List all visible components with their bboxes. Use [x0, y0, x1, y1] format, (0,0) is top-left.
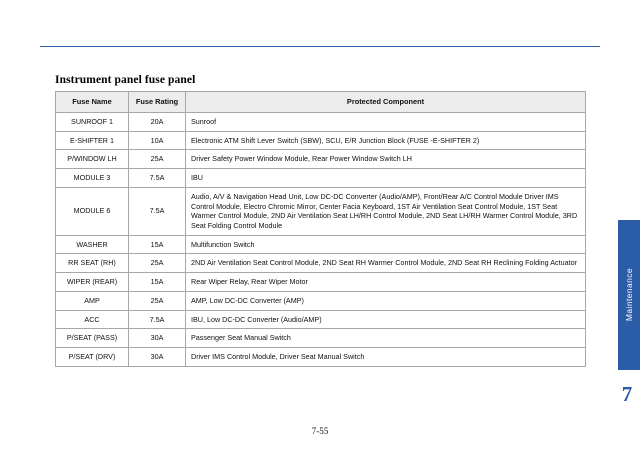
cell-protected-component: IBU — [186, 169, 586, 188]
table-row — [56, 131, 586, 150]
table-row — [56, 169, 586, 188]
cell-fuse-name: WASHER — [56, 235, 129, 254]
cell-fuse-rating: 15A — [129, 235, 186, 254]
cell-protected-component: Driver IMS Control Module, Driver Seat Manual Switch — [186, 348, 586, 367]
fuse-panel-table — [55, 91, 586, 367]
cell-fuse-name: MODULE 6 — [56, 187, 129, 235]
column-header-fuse-rating: Fuse Rating — [129, 92, 186, 113]
cell-fuse-name: ACC — [56, 310, 129, 329]
cell-protected-component: Multifunction Switch — [186, 235, 586, 254]
table-row — [56, 291, 586, 310]
page-number: 7-55 — [311, 426, 329, 436]
table-row — [56, 150, 586, 169]
cell-fuse-rating: 30A — [129, 329, 186, 348]
cell-protected-component: 2ND Air Ventilation Seat Control Module, 2ND Seat RH Warmer Control Module, 2ND Seat RH Reclining Folding Actuator — [186, 254, 586, 273]
table-row — [56, 329, 586, 348]
cell-fuse-name: SUNROOF 1 — [56, 113, 129, 132]
cell-protected-component: Driver Safety Power Window Module, Rear Power Window Switch LH — [186, 150, 586, 169]
cell-fuse-name: AMP — [56, 291, 129, 310]
cell-protected-component: Electronic ATM Shift Lever Switch (SBW), SCU, E/R Junction Block (FUSE -E-SHIFTER 2) — [186, 131, 586, 150]
cell-protected-component: Rear Wiper Relay, Rear Wiper Motor — [186, 273, 586, 292]
cell-protected-component: Audio, A/V & Navigation Head Unit, Low DC-DC Converter (Audio/AMP), Front/Rear A/C Control Module Driver IMS Control Module, Electro Chromic Mirror, Center Facia Keyboard, 1ST Air Ventilation Seat Control Module, 1ST Seat Warmer Control Module, 2ND Air Ventilation Seat LH/RH Control Module, 2ND Seat LH/RH Warmer Control Module, 3RD Seat Folding Control Module — [186, 187, 586, 235]
cell-fuse-name: MODULE 3 — [56, 169, 129, 188]
cell-fuse-name: WIPER (REAR) — [56, 273, 129, 292]
cell-fuse-rating: 20A — [129, 113, 186, 132]
page-title: Instrument panel fuse panel — [55, 74, 196, 86]
cell-fuse-name: RR SEAT (RH) — [56, 254, 129, 273]
cell-fuse-name: P/SEAT (DRV) — [56, 348, 129, 367]
cell-protected-component: Sunroof — [186, 113, 586, 132]
column-header-protected-component: Protected Component — [186, 92, 586, 113]
cell-fuse-rating: 15A — [129, 273, 186, 292]
table-row — [56, 254, 586, 273]
cell-fuse-rating: 30A — [129, 348, 186, 367]
table-row — [56, 273, 586, 292]
table-row — [56, 348, 586, 367]
table-row — [56, 187, 586, 235]
cell-protected-component: IBU, Low DC-DC Converter (Audio/AMP) — [186, 310, 586, 329]
column-header-fuse-name: Fuse Name — [56, 92, 129, 113]
cell-fuse-rating: 10A — [129, 131, 186, 150]
cell-fuse-rating: 7.5A — [129, 310, 186, 329]
cell-protected-component: AMP, Low DC-DC Converter (AMP) — [186, 291, 586, 310]
cell-fuse-rating: 7.5A — [129, 187, 186, 235]
header-rule — [40, 46, 600, 47]
table-header-row — [56, 92, 586, 113]
cell-fuse-rating: 25A — [129, 254, 186, 273]
cell-fuse-name: E-SHIFTER 1 — [56, 131, 129, 150]
table-body — [56, 113, 586, 367]
section-tab-label — [618, 220, 640, 370]
section-tab-text: Maintenance — [624, 268, 634, 322]
table-row — [56, 235, 586, 254]
cell-fuse-rating: 25A — [129, 291, 186, 310]
table-row — [56, 310, 586, 329]
table-row — [56, 113, 586, 132]
section-tab-number: 7 — [621, 382, 633, 406]
cell-protected-component: Passenger Seat Manual Switch — [186, 329, 586, 348]
cell-fuse-rating: 7.5A — [129, 169, 186, 188]
cell-fuse-name: P/SEAT (PASS) — [56, 329, 129, 348]
cell-fuse-rating: 25A — [129, 150, 186, 169]
cell-fuse-name: P/WINDOW LH — [56, 150, 129, 169]
